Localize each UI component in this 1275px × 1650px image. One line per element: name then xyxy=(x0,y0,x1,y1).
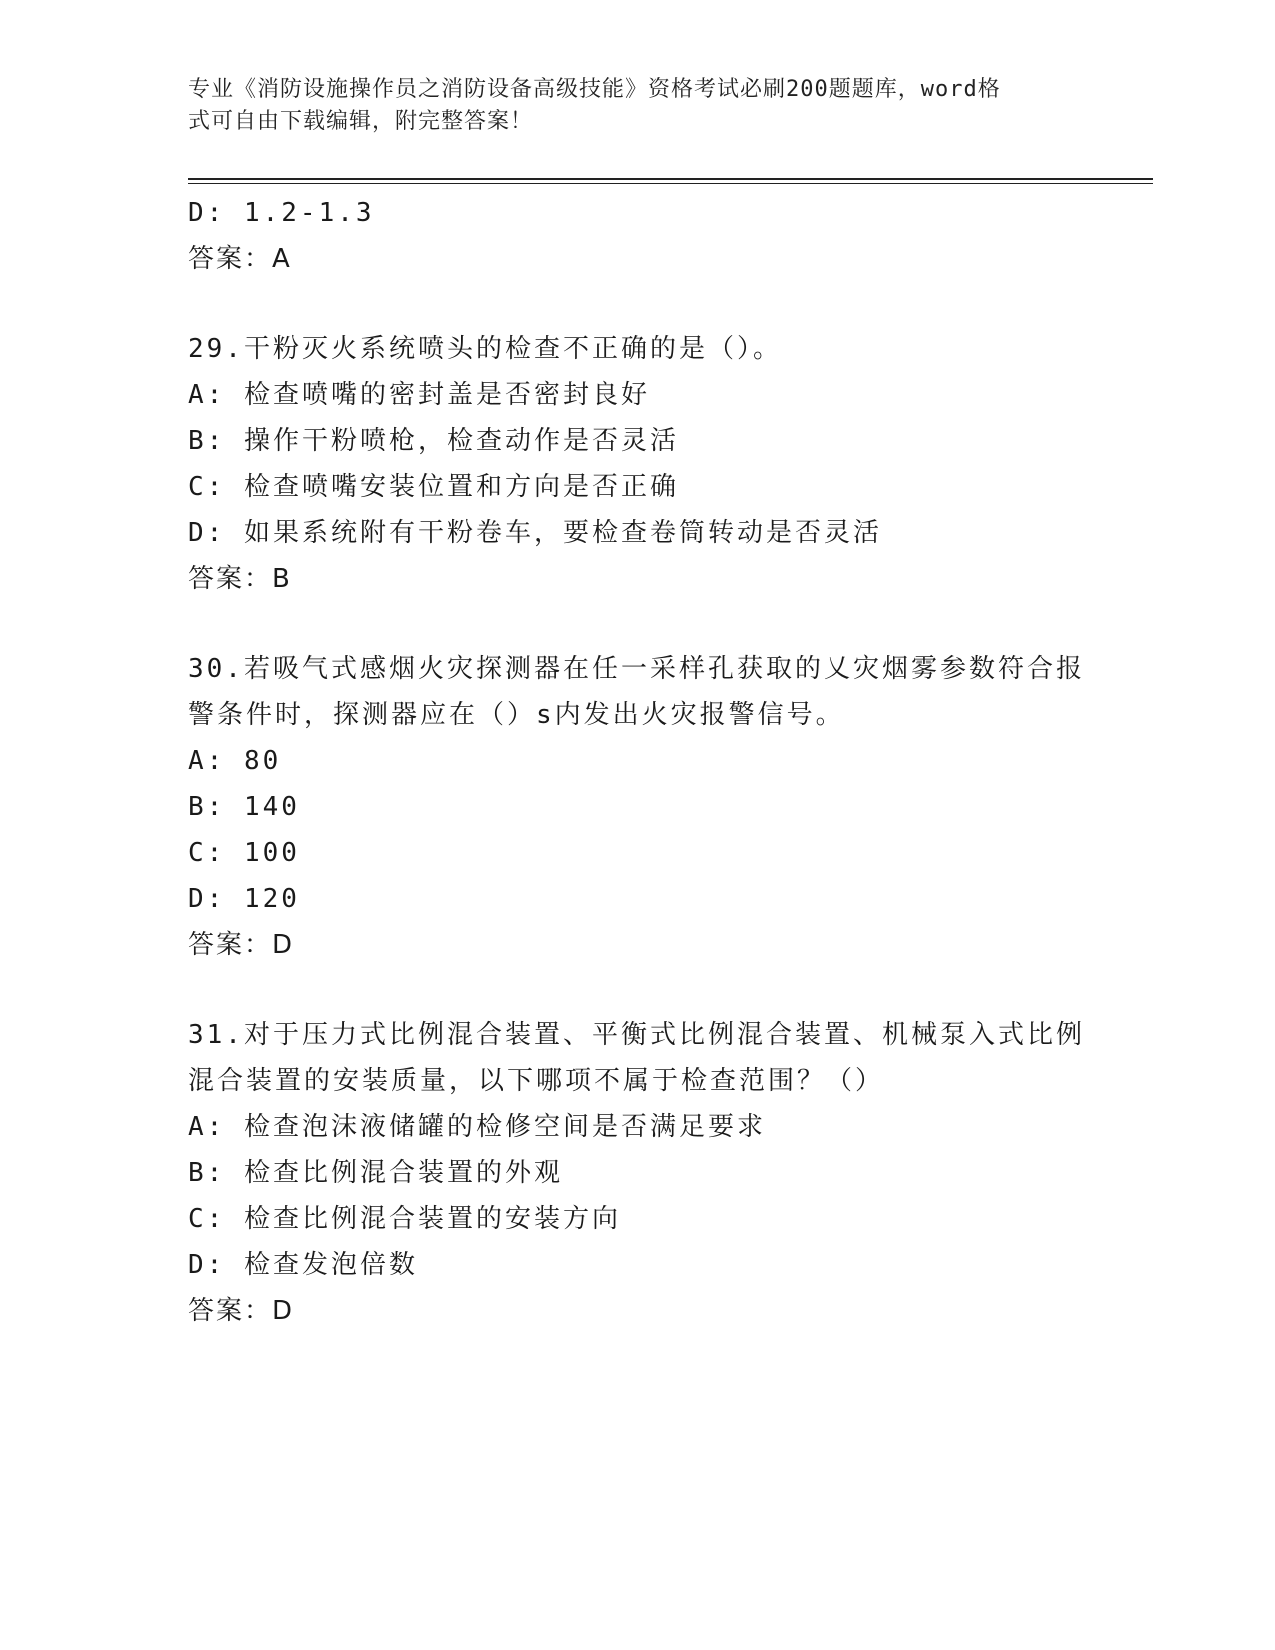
option-d: D: 检查发泡倍数 xyxy=(188,1250,418,1280)
question-31 xyxy=(188,1012,1088,1334)
question-stem: 31.对于压力式比例混合装置、平衡式比例混合装置、机械泵入式比例 xyxy=(188,1020,1085,1050)
answer-line: 答案：D xyxy=(188,1296,295,1326)
question-30 xyxy=(188,646,1088,968)
option-c: C: 100 xyxy=(188,838,300,868)
option-c: C: 检查喷嘴安装位置和方向是否正确 xyxy=(188,472,679,502)
option-b: B: 140 xyxy=(188,792,300,822)
question-stem-continued: 警条件时，探测器应在（）s内发出火灾报警信号。 xyxy=(188,700,845,730)
answer-line: 答案：B xyxy=(188,564,292,594)
option-d: D: 120 xyxy=(188,884,300,914)
document-header xyxy=(188,74,1068,138)
option-a: A: 检查泡沫液储罐的检修空间是否满足要求 xyxy=(188,1112,766,1142)
option-a: A: 检查喷嘴的密封盖是否密封良好 xyxy=(188,380,650,410)
answer-line: 答案：D xyxy=(188,930,295,960)
header-divider xyxy=(188,178,1153,180)
question-stem: 29.干粉灭火系统喷头的检查不正确的是（）。 xyxy=(188,334,782,364)
answer-line: 答案：A xyxy=(188,244,292,274)
option-a: A: 80 xyxy=(188,746,282,776)
option-b: B: 操作干粉喷枪，检查动作是否灵活 xyxy=(188,426,679,456)
question-29 xyxy=(188,326,1088,602)
header-line-2: 式可自由下载编辑，附完整答案！ xyxy=(188,109,534,134)
header-line-1: 专业《消防设施操作员之消防设备高级技能》资格考试必刷200题题库，word格 xyxy=(188,77,1001,102)
question-stem-continued: 混合装置的安装质量，以下哪项不属于检查范围？（） xyxy=(188,1066,885,1096)
option-b: B: 检查比例混合装置的外观 xyxy=(188,1158,563,1188)
question-body xyxy=(188,190,1088,1334)
option-c: C: 检查比例混合装置的安装方向 xyxy=(188,1204,621,1234)
question-stem: 30.若吸气式感烟火灾探测器在任一采样孔获取的乂灾烟雾参数符合报 xyxy=(188,654,1085,684)
option-d: D: 1.2-1.3 xyxy=(188,198,375,228)
option-d: D: 如果系统附有干粉卷车，要检查卷筒转动是否灵活 xyxy=(188,518,882,548)
header-divider-thin xyxy=(188,183,1153,184)
